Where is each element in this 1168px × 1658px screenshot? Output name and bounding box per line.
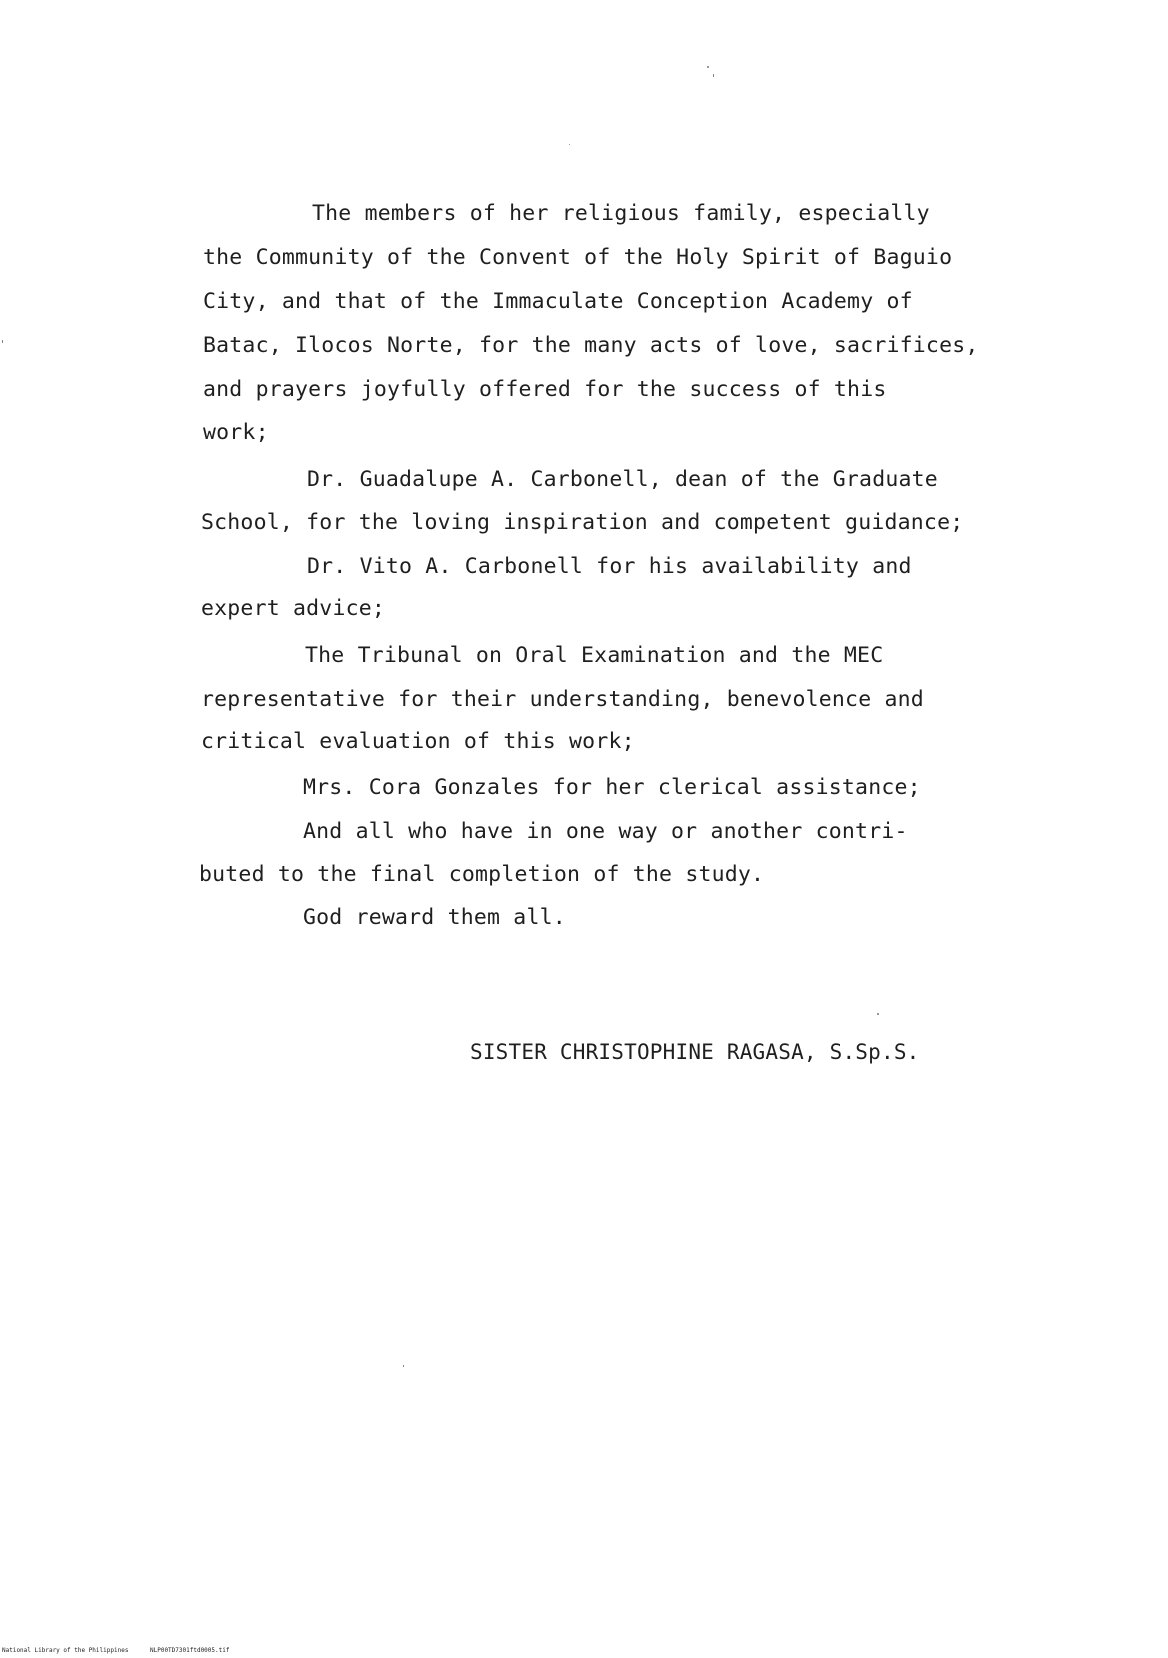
scan-speck xyxy=(713,74,714,77)
text-line: And all who have in one way or another contri- xyxy=(303,819,908,844)
footer-file-id: NLP00TD7301ftd0005.tif xyxy=(150,1647,230,1654)
text-line: the Community of the Convent of the Holy Spirit of Baguio xyxy=(203,245,953,270)
text-line: and prayers joyfully offered for the success of this xyxy=(203,377,887,402)
text-line: God reward them all. xyxy=(303,905,566,930)
text-line: Mrs. Cora Gonzales for her clerical assistance; xyxy=(303,775,921,800)
text-line: City, and that of the Immaculate Conception Academy of xyxy=(203,289,913,314)
text-line: Batac, Ilocos Norte, for the many acts of love, sacrifices, xyxy=(203,333,979,358)
scan-speck xyxy=(403,1365,404,1367)
scan-speck xyxy=(707,66,709,68)
scan-speck xyxy=(2,340,3,343)
text-line: The Tribunal on Oral Examination and the MEC xyxy=(305,643,884,668)
scan-speck xyxy=(569,144,570,145)
text-line: buted to the final completion of the study. xyxy=(199,862,765,887)
signature: SISTER CHRISTOPHINE RAGASA, S.Sp.S. xyxy=(470,1040,920,1064)
text-line: expert advice; xyxy=(201,596,386,621)
text-line: The members of her religious family, especially xyxy=(312,201,930,226)
text-line: representative for their understanding, benevolence and xyxy=(201,687,924,712)
text-line: work; xyxy=(203,420,269,445)
text-line: Dr. Guadalupe A. Carbonell, dean of the Graduate xyxy=(307,467,938,492)
text-line: School, for the loving inspiration and competent guidance; xyxy=(201,510,964,535)
text-line: Dr. Vito A. Carbonell for his availability and xyxy=(307,554,912,579)
scan-speck xyxy=(877,1013,879,1015)
footer-library: National Library of the Philippines xyxy=(2,1647,129,1654)
text-line: critical evaluation of this work; xyxy=(201,729,635,754)
